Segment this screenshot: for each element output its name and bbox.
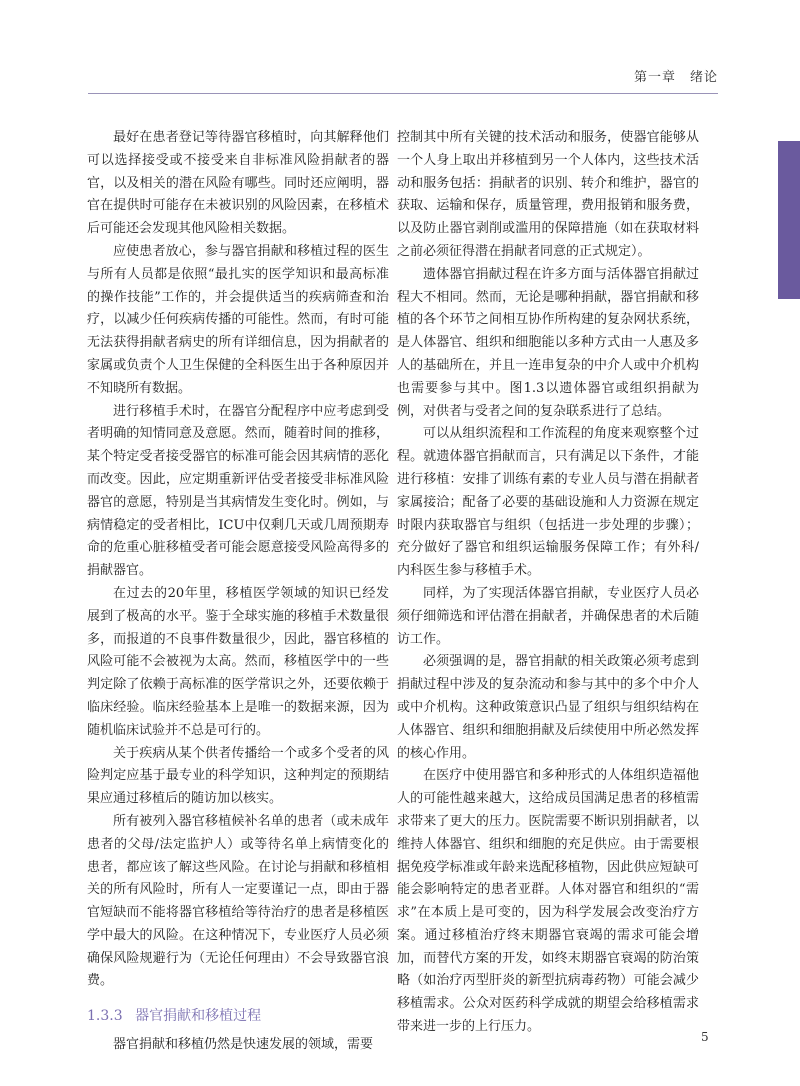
body-paragraph: 遗体器官捐献过程在许多方面与活体器官捐献过程大不相同。然而，无论是哪种捐献，器官捐献和移植的各个环节之间相互协作所构建的复杂网状系统，是人体器官、组织和细胞能以多种方式由一人惠及多人的基础所在，并且一连串复杂的中介人或中介机构也需要参与其中。图1.3以遗体器官或组织捐献为例，对供者与受者之间的复杂联系进行了总结。: [397, 266, 699, 419]
body-paragraph: 在医疗中使用器官和多种形式的人体组织造福他人的可能性越来越大，这给成员国满足患者的移植需求带来了更大的压力。医院需要不断识别捐献者，以维持人体器官、组织和细胞的充足供应。由于需要根据免疫学标准或年龄来选配移植物，因此供应短缺可能会影响特定的患者亚群。人体对器官和组织的“需求”在本质上是可变的，因为科学发展会改变治疗方案。通过移植治疗终末期器官衰竭的需求可能会增加，而替代方案的开发，如终末期器官衰竭的防治策略（如治疗丙型肝炎的新型抗病毒药物）可能会减少移植需求。公众对医药科学成就的期望会给移植需求带来进一步的上行压力。: [397, 768, 699, 1035]
section-number: 1.3.3: [87, 1008, 123, 1025]
body-paragraph: 最好在患者登记等待器官移植时，向其解释他们可以选择接受或不接受来自非标准风险捐献者的器官，以及相关的潜在风险有哪些。同时还应阐明，器官在提供时可能存在未被识别的风险因素，在移植术后可能还会发现其他风险相关数据。: [87, 130, 389, 237]
continued-paragraph: 控制其中所有关键的技术活动和服务，使器官能够从一个人身上取出并移植到另一个人体内，这些技术活动和服务包括：捐献者的识别、转介和维护，器官的获取、运输和保存，质量管理，费用报销和服务费，以及防止器官剥削或滥用的保障措施（如在获取材料之前必须征得潜在捐献者同意的正式规定）。: [397, 130, 699, 259]
body-paragraph: 所有被列入器官移植候补名单的患者（或未成年患者的父母/法定监护人）或等待名单上病情变化的患者，都应该了解这些风险。在讨论与捐献和移植相关的所有风险时，所有人一定要谨记一点，即由于器官短缺而不能将器官移植给等待治疗的患者是移植医学中最大的风险。在这种情况下，专业医疗人员必须确保风险规避行为（无论任何理由）不会导致器官浪费。: [87, 813, 389, 989]
chapter-side-tab: [778, 141, 800, 299]
left-column: [87, 127, 389, 1057]
body-paragraph: 必须强调的是，器官捐献的相关政策必须考虑到捐献过程中涉及的复杂流动和参与其中的多个中介人或中介机构。这种政策意识凸显了组织与组织结构在人体器官、组织和细胞捐献及后续使用中所必然发挥的核心作用。: [397, 654, 699, 761]
section-title: 器官捐献和移植过程: [135, 1008, 262, 1025]
section-heading: [87, 1005, 389, 1028]
body-paragraph: 进行移植手术时，在器官分配程序中应考虑到受者明确的知情同意及意愿。然而，随着时间的推移，某个特定受者接受器官的标准可能会因其病情的恶化而改变。因此，应定期重新评估受者接受非标准风险器官的意愿，特别是当其病情发生变化时。例如，与病情稳定的受者相比，ICU中仅剩几天或几周预期寿命的危重心脏移植受者可能会愿意接受风险高得多的捐献器官。: [87, 403, 389, 579]
body-paragraph: 同样，为了实现活体器官捐献，专业医疗人员必须仔细筛选和评估潜在捐献者，并确保患者的术后随访工作。: [397, 585, 699, 647]
right-column: [397, 127, 699, 1039]
body-paragraph: 应使患者放心，参与器官捐献和移植过程的医生与所有人员都是依照“最扎实的医学知识和最高标准的操作技能”工作的，并会提供适当的疾病筛查和治疗，以减少任何疾病传播的可能性。然而，有时可能无法获得捐献者病史的所有详细信息，因为捐献者的家属或负责个人卫生保健的全科医生出于各种原因并不知晓所有数据。: [87, 243, 389, 396]
body-paragraph: 器官捐献和移植仍然是快速发展的领域，需要: [113, 1037, 374, 1053]
body-paragraph: 在过去的20年里，移植医学领域的知识已经发展到了极高的水平。鉴于全球实施的移植手术数量很多，而报道的不良事件数量很少，因此，器官移植的风险可能不会被视为太高。然而，移植医学中的一些判定除了依赖于高标准的医学常识之外，还要依赖于临床经验。临床经验基本上是唯一的数据来源，因为随机临床试验并不总是可行的。: [87, 585, 389, 738]
running-head-chapter: 第一章 绪论: [633, 70, 718, 85]
body-paragraph: 可以从组织流程和工作流程的角度来观察整个过程。就遗体器官捐献而言，只有满足以下条件，才能进行移植：安排了训练有素的专业人员与潜在捐献者家属接洽；配备了必要的基础设施和人力资源在规定时限内获取器官与组织（包括进一步处理的步骤）；充分做好了器官和组织运输服务保障工作；有外科/内科医生参与移植手术。: [397, 426, 699, 579]
page-number: 5: [701, 1030, 709, 1044]
header-rule: [88, 93, 718, 94]
body-paragraph: 关于疾病从某个供者传播给一个或多个受者的风险判定应基于最专业的科学知识，这种判定的预期结果应通过移植后的随访加以核实。: [87, 745, 389, 807]
